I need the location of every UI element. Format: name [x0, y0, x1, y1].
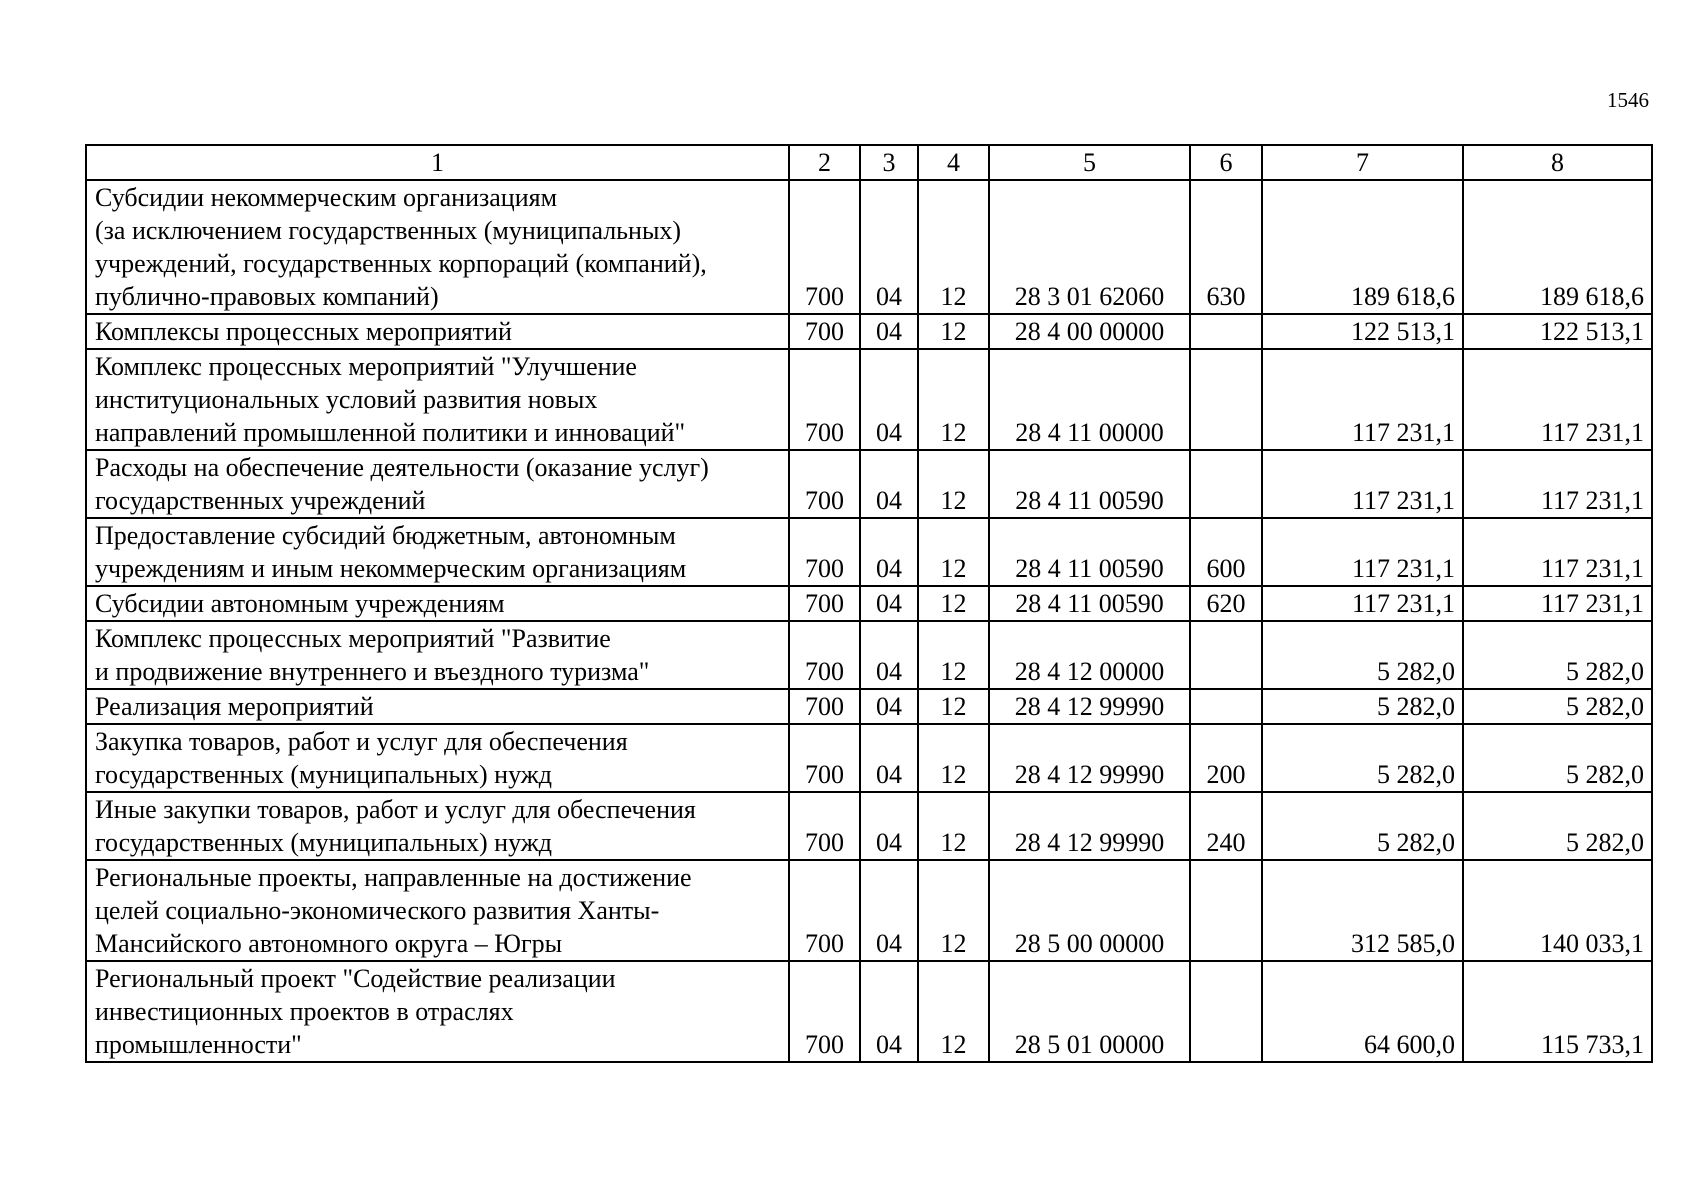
amount-col8-cell: 5 282,0	[1463, 724, 1652, 792]
section-code-cell: 04	[860, 450, 918, 518]
section-code-cell: 04	[860, 621, 918, 689]
target-article-cell: 28 4 11 00000	[989, 349, 1190, 450]
subsection-code-cell: 12	[918, 792, 989, 860]
ministry-code-cell: 700	[789, 724, 860, 792]
amount-col8-cell: 117 231,1	[1463, 518, 1652, 586]
row-name-cell	[86, 689, 789, 724]
amount-col7-cell: 5 282,0	[1262, 689, 1463, 724]
row-name-cell	[86, 586, 789, 621]
header-cell: 3	[860, 145, 918, 180]
subsection-code-cell: 12	[918, 724, 989, 792]
row-name-cell	[86, 792, 789, 860]
header-cell: 4	[918, 145, 989, 180]
section-code-cell: 04	[860, 961, 918, 1062]
row-name-cell	[86, 961, 789, 1062]
subsection-code-cell: 12	[918, 518, 989, 586]
row-name-line: Предоставление субсидий бюджетным, автономным	[95, 521, 676, 550]
header-cell: 6	[1190, 145, 1262, 180]
row-name-line: Закупка товаров, работ и услуг для обеспечения	[95, 727, 628, 756]
target-article-cell: 28 5 00 00000	[989, 860, 1190, 961]
row-name-line: Мансийского автономного округа – Югры	[95, 929, 563, 958]
row-name-line: государственных (муниципальных) нужд	[95, 760, 552, 789]
subsection-code-cell: 12	[918, 621, 989, 689]
row-name-line: государственных учреждений	[95, 486, 426, 515]
table-row	[86, 450, 1652, 518]
amount-col8-cell: 5 282,0	[1463, 689, 1652, 724]
amount-col8-cell: 117 231,1	[1463, 586, 1652, 621]
target-article-cell: 28 4 12 00000	[989, 621, 1190, 689]
amount-col8-cell: 140 033,1	[1463, 860, 1652, 961]
row-name-line: Комплексы процессных мероприятий	[95, 317, 512, 346]
row-name-line: инвестиционных проектов в отраслях	[95, 997, 514, 1026]
target-article-cell: 28 4 11 00590	[989, 450, 1190, 518]
row-name-cell	[86, 450, 789, 518]
ministry-code-cell: 700	[789, 349, 860, 450]
amount-col7-cell: 117 231,1	[1262, 349, 1463, 450]
ministry-code-cell: 700	[789, 961, 860, 1062]
expense-type-cell: 620	[1190, 586, 1262, 621]
row-name-cell	[86, 349, 789, 450]
header-row	[86, 145, 1652, 180]
table-row	[86, 349, 1652, 450]
ministry-code-cell: 700	[789, 180, 860, 314]
row-name-line: Региональные проекты, направленные на достижение	[95, 863, 692, 892]
expense-type-cell	[1190, 621, 1262, 689]
amount-col7-cell: 117 231,1	[1262, 450, 1463, 518]
amount-col7-cell: 189 618,6	[1262, 180, 1463, 314]
row-name-cell	[86, 314, 789, 349]
budget-table	[85, 144, 1653, 1063]
row-name-line: Расходы на обеспечение деятельности (оказание услуг)	[95, 453, 709, 482]
row-name-line: институциональных условий развития новых	[95, 385, 598, 414]
table-row	[86, 314, 1652, 349]
ministry-code-cell: 700	[789, 860, 860, 961]
section-code-cell: 04	[860, 349, 918, 450]
header-cell: 7	[1262, 145, 1463, 180]
expense-type-cell	[1190, 314, 1262, 349]
row-name-line: промышленности"	[95, 1030, 302, 1059]
ministry-code-cell: 700	[789, 450, 860, 518]
subsection-code-cell: 12	[918, 180, 989, 314]
expense-type-cell: 630	[1190, 180, 1262, 314]
expense-type-cell: 600	[1190, 518, 1262, 586]
subsection-code-cell: 12	[918, 349, 989, 450]
row-name-line: Комплекс процессных мероприятий "Улучшение	[95, 352, 637, 381]
target-article-cell: 28 3 01 62060	[989, 180, 1190, 314]
subsection-code-cell: 12	[918, 314, 989, 349]
target-article-cell: 28 4 12 99990	[989, 792, 1190, 860]
amount-col7-cell: 5 282,0	[1262, 792, 1463, 860]
page-number: 1546	[1607, 88, 1649, 112]
table-header	[86, 145, 1652, 180]
expense-type-cell: 240	[1190, 792, 1262, 860]
row-name-line: целей социально-экономического развития Ханты-	[95, 896, 660, 925]
target-article-cell: 28 4 12 99990	[989, 689, 1190, 724]
table-row	[86, 518, 1652, 586]
ministry-code-cell: 700	[789, 518, 860, 586]
subsection-code-cell: 12	[918, 586, 989, 621]
row-name-line: Иные закупки товаров, работ и услуг для обеспечения	[95, 795, 696, 824]
expense-type-cell	[1190, 961, 1262, 1062]
row-name-cell	[86, 518, 789, 586]
table-row	[86, 724, 1652, 792]
amount-col8-cell: 117 231,1	[1463, 450, 1652, 518]
amount-col8-cell: 122 513,1	[1463, 314, 1652, 349]
ministry-code-cell: 700	[789, 689, 860, 724]
amount-col7-cell: 117 231,1	[1262, 586, 1463, 621]
subsection-code-cell: 12	[918, 961, 989, 1062]
amount-col7-cell: 5 282,0	[1262, 724, 1463, 792]
row-name-line: (за исключением государственных (муниципальных)	[95, 216, 682, 245]
subsection-code-cell: 12	[918, 860, 989, 961]
amount-col7-cell: 312 585,0	[1262, 860, 1463, 961]
subsection-code-cell: 12	[918, 450, 989, 518]
section-code-cell: 04	[860, 180, 918, 314]
section-code-cell: 04	[860, 792, 918, 860]
target-article-cell: 28 5 01 00000	[989, 961, 1190, 1062]
section-code-cell: 04	[860, 314, 918, 349]
section-code-cell: 04	[860, 586, 918, 621]
table-row	[86, 586, 1652, 621]
section-code-cell: 04	[860, 860, 918, 961]
section-code-cell: 04	[860, 724, 918, 792]
table-row	[86, 860, 1652, 961]
row-name-line: и продвижение внутреннего и въездного туризма"	[95, 657, 650, 686]
header-cell: 8	[1463, 145, 1652, 180]
expense-type-cell	[1190, 689, 1262, 724]
row-name-line: Субсидии автономным учреждениям	[95, 589, 505, 618]
header-cell: 2	[789, 145, 860, 180]
amount-col8-cell: 5 282,0	[1463, 621, 1652, 689]
table-row	[86, 689, 1652, 724]
row-name-line: государственных (муниципальных) нужд	[95, 828, 552, 857]
amount-col7-cell: 5 282,0	[1262, 621, 1463, 689]
table-row	[86, 961, 1652, 1062]
amount-col8-cell: 117 231,1	[1463, 349, 1652, 450]
row-name-cell	[86, 724, 789, 792]
row-name-line: Реализация мероприятий	[95, 692, 374, 721]
row-name-line: Комплекс процессных мероприятий "Развитие	[95, 624, 611, 653]
target-article-cell: 28 4 11 00590	[989, 586, 1190, 621]
amount-col8-cell: 5 282,0	[1463, 792, 1652, 860]
ministry-code-cell: 700	[789, 792, 860, 860]
row-name-line: Субсидии некоммерческим организациям	[95, 183, 558, 212]
header-cell: 1	[86, 145, 789, 180]
ministry-code-cell: 700	[789, 586, 860, 621]
amount-col8-cell: 189 618,6	[1463, 180, 1652, 314]
row-name-cell	[86, 180, 789, 314]
subsection-code-cell: 12	[918, 689, 989, 724]
row-name-line: публично-правовых компаний)	[95, 282, 439, 311]
row-name-line: Региональный проект "Содействие реализации	[95, 964, 616, 993]
table-row	[86, 792, 1652, 860]
expense-type-cell: 200	[1190, 724, 1262, 792]
row-name-line: направлений промышленной политики и инноваций"	[95, 418, 686, 447]
amount-col8-cell: 115 733,1	[1463, 961, 1652, 1062]
header-cell: 5	[989, 145, 1190, 180]
expense-type-cell	[1190, 450, 1262, 518]
table-row	[86, 621, 1652, 689]
row-name-cell	[86, 860, 789, 961]
table-body	[86, 180, 1652, 1062]
section-code-cell: 04	[860, 689, 918, 724]
row-name-line: учреждениям и иным некоммерческим организациям	[95, 554, 687, 583]
row-name-cell	[86, 621, 789, 689]
table-row	[86, 180, 1652, 314]
expense-type-cell	[1190, 349, 1262, 450]
section-code-cell: 04	[860, 518, 918, 586]
amount-col7-cell: 122 513,1	[1262, 314, 1463, 349]
target-article-cell: 28 4 11 00590	[989, 518, 1190, 586]
row-name-line: учреждений, государственных корпораций (компаний),	[95, 249, 707, 278]
amount-col7-cell: 64 600,0	[1262, 961, 1463, 1062]
target-article-cell: 28 4 00 00000	[989, 314, 1190, 349]
amount-col7-cell: 117 231,1	[1262, 518, 1463, 586]
target-article-cell: 28 4 12 99990	[989, 724, 1190, 792]
ministry-code-cell: 700	[789, 314, 860, 349]
expense-type-cell	[1190, 860, 1262, 961]
ministry-code-cell: 700	[789, 621, 860, 689]
